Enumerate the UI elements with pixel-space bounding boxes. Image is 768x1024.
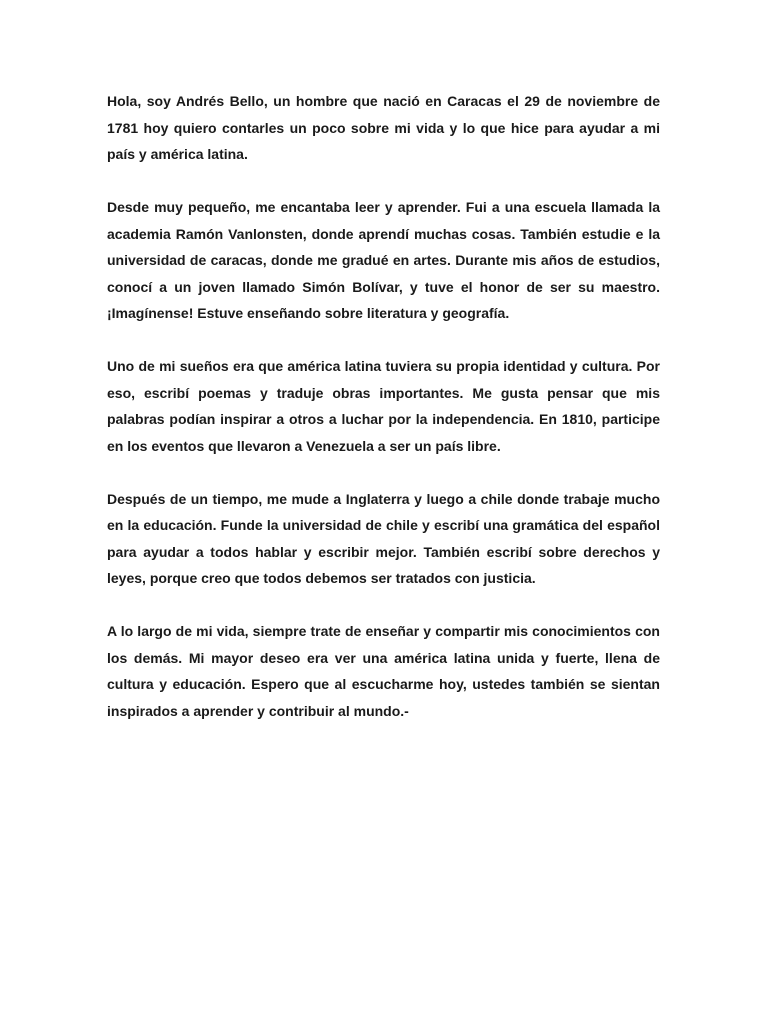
paragraph-childhood: Desde muy pequeño, me encantaba leer y aprender. Fui a una escuela llamada la academia Ramón Vanlonsten, donde aprendí muchas cosas. También estudie e la universidad de caracas, donde me gradué en artes. Durante mis años de estudios, conocí a un joven llamado Simón Bolívar, y tuve el honor de ser su maestro. ¡Imagínense! Estuve enseñando sobre literatura y geografía.: [107, 199, 660, 321]
paragraph-closing: A lo largo de mi vida, siempre trate de enseñar y compartir mis conocimientos con los demás. Mi mayor deseo era ver una américa latina unida y fuerte, llena de cultura y educación. Espero que al escucharme hoy, ustedes también se sientan inspirados a aprender y contribuir al mundo.-: [107, 623, 660, 719]
document-body: [107, 88, 660, 724]
paragraph-intro: Hola, soy Andrés Bello, un hombre que nació en Caracas el 29 de noviembre de 1781 hoy quiero contarles un poco sobre mi vida y lo que hice para ayudar a mi país y américa latina.: [107, 93, 660, 162]
paragraph-dreams: Uno de mi sueños era que américa latina tuviera su propia identidad y cultura. Por eso, escribí poemas y traduje obras importantes. Me gusta pensar que mis palabras podían inspirar a otros a luchar por la independencia. En 1810, participe en los eventos que llevaron a Venezuela a ser un país libre.: [107, 358, 660, 454]
paragraph-chile: Después de un tiempo, me mude a Inglaterra y luego a chile donde trabaje mucho en la educación. Funde la universidad de chile y escribí una gramática del español para ayudar a todos hablar y escribir mejor. También escribí sobre derechos y leyes, porque creo que todos debemos ser tratados con justicia.: [107, 490, 660, 586]
